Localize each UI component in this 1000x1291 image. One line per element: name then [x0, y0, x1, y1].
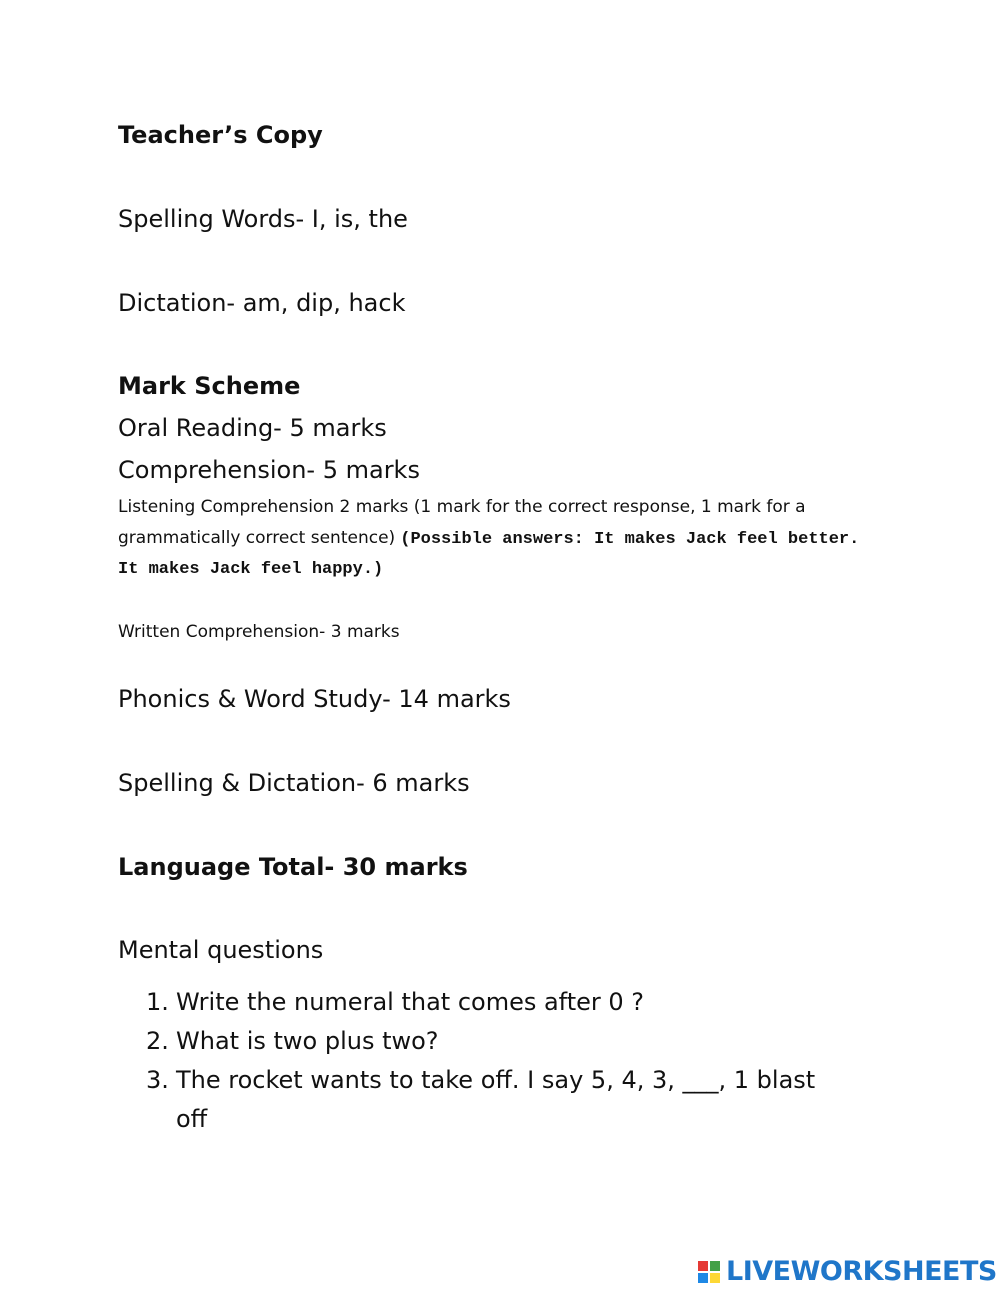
dictation-words: Dictation- am, dip, hack [118, 289, 406, 317]
mark-scheme-heading: Mark Scheme [118, 372, 301, 400]
spelling-dictation-marks: Spelling & Dictation- 6 marks [118, 769, 470, 797]
page-title: Teacher’s Copy [118, 121, 323, 149]
listening-comprehension-line2 [118, 528, 859, 549]
logo-text: LIVEWORKSHEETS [726, 1256, 997, 1287]
phonics-marks: Phonics & Word Study- 14 marks [118, 685, 511, 713]
possible-answers-line1: (Possible answers: It makes Jack feel better. [400, 530, 860, 549]
listening-comprehension-line1: Listening Comprehension 2 marks (1 mark for the correct response, 1 mark for a [118, 497, 806, 517]
oral-reading-marks: Oral Reading- 5 marks [118, 414, 387, 442]
possible-answers-line2: It makes Jack feel happy.) [118, 560, 384, 579]
list-item: 2. What is two plus two? [146, 1027, 439, 1055]
comprehension-marks: Comprehension- 5 marks [118, 456, 420, 484]
language-total: Language Total- 30 marks [118, 853, 468, 881]
list-item-continuation: off [176, 1105, 208, 1133]
listening-comprehension-text: grammatically correct sentence) [118, 528, 396, 548]
list-item: 1. Write the numeral that comes after 0 ? [146, 988, 645, 1016]
list-item: 3. The rocket wants to take off. I say 5, 4, 3, ___, 1 blast [146, 1066, 816, 1094]
mental-questions-heading: Mental questions [118, 936, 324, 964]
spelling-words: Spelling Words- I, is, the [118, 205, 408, 233]
liveworksheets-logo [698, 1256, 997, 1287]
logo-blocks-icon [698, 1261, 720, 1283]
written-comprehension-marks: Written Comprehension- 3 marks [118, 622, 400, 642]
